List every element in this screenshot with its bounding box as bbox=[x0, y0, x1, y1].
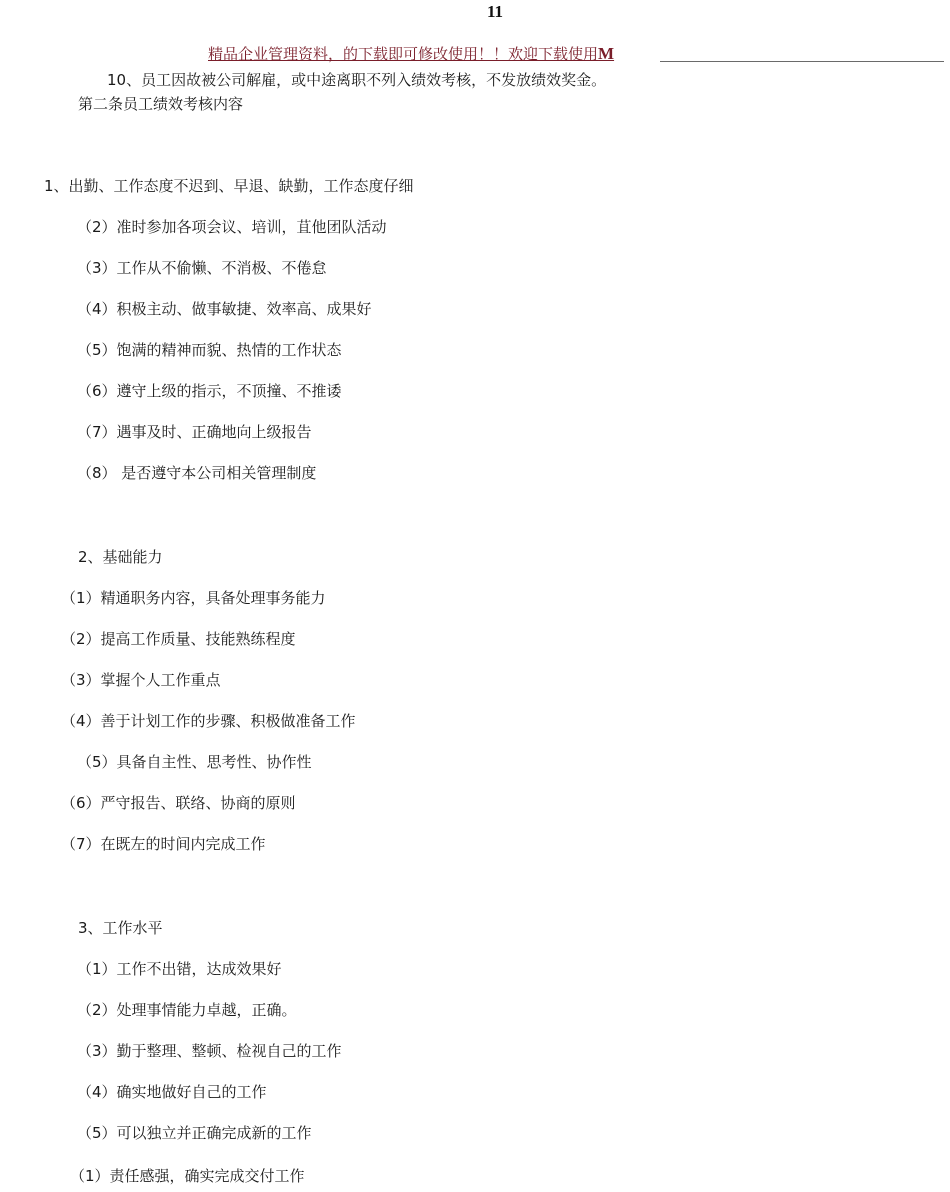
section-2-item: （6）严守报告、联络、协商的原则 bbox=[61, 794, 296, 812]
section-1-item: （6）遵守上级的指示，不顶撞、不推诿 bbox=[77, 382, 342, 400]
section-1-item: （2）准时参加各项会议、培训，苴他团队活动 bbox=[77, 218, 387, 236]
header-rule bbox=[660, 61, 944, 62]
section-1-title: 1、出勤、工作态度不迟到、早退、缺勤，工作态度仔细 bbox=[44, 177, 414, 195]
section-2-item: （3）掌握个人工作重点 bbox=[61, 671, 221, 689]
section-3-item: （1）工作不出错，达成效果好 bbox=[77, 960, 282, 978]
section-3-item: （1）责任感强，确实完成交付工作 bbox=[70, 1167, 305, 1185]
download-banner[interactable] bbox=[208, 43, 614, 64]
section-3-item: （2）处理事情能力卓越，正确。 bbox=[77, 1001, 297, 1019]
section-1-item: （5）饱满的精神而貌、热情的工作状态 bbox=[77, 341, 342, 359]
section-3-item: （5）可以独立并正确完成新的工作 bbox=[77, 1124, 312, 1142]
page-number: 11 bbox=[486, 2, 504, 21]
section-1-item: （7）遇事及时、正确地向上级报告 bbox=[77, 423, 312, 441]
section-2-item: （5）具备自主性、思考性、协作性 bbox=[77, 753, 312, 771]
section-1-item: （8） 是否遵守本公司相关管理制度 bbox=[77, 464, 317, 482]
section-2-item: （4）善于计划工作的步骤、积极做准备工作 bbox=[61, 712, 356, 730]
intro-item-10: 10、员工因故被公司解雇，或中途离职不列入绩效考核，不发放绩效奖金。 bbox=[107, 71, 607, 89]
section-1-item: （3）工作从不偷懒、不消极、不倦怠 bbox=[77, 259, 327, 277]
section-2-item: （2）提高工作质量、技能熟练程度 bbox=[61, 630, 296, 648]
section-3-title: 3、工作水平 bbox=[78, 919, 163, 937]
banner-mark: M bbox=[598, 44, 615, 63]
section-1-item: （4）积极主动、做事敏捷、效率高、成果好 bbox=[77, 300, 372, 318]
section-2-title: 2、基础能力 bbox=[78, 548, 163, 566]
section-2-item: （1）精通职务内容，具备处理事务能力 bbox=[61, 589, 326, 607]
section-3-item: （4）确实地做好自己的工作 bbox=[77, 1083, 267, 1101]
article-2-title: 第二条员工绩效考核内容 bbox=[78, 95, 244, 113]
section-2-item: （7）在既左的时间内完成工作 bbox=[61, 835, 266, 853]
banner-text: 精品企业管理资料，的下载即可修改使用！！欢迎下载使用 bbox=[208, 45, 599, 63]
section-3-item: （3）勤于整理、整顿、检视自己的工作 bbox=[77, 1042, 342, 1060]
